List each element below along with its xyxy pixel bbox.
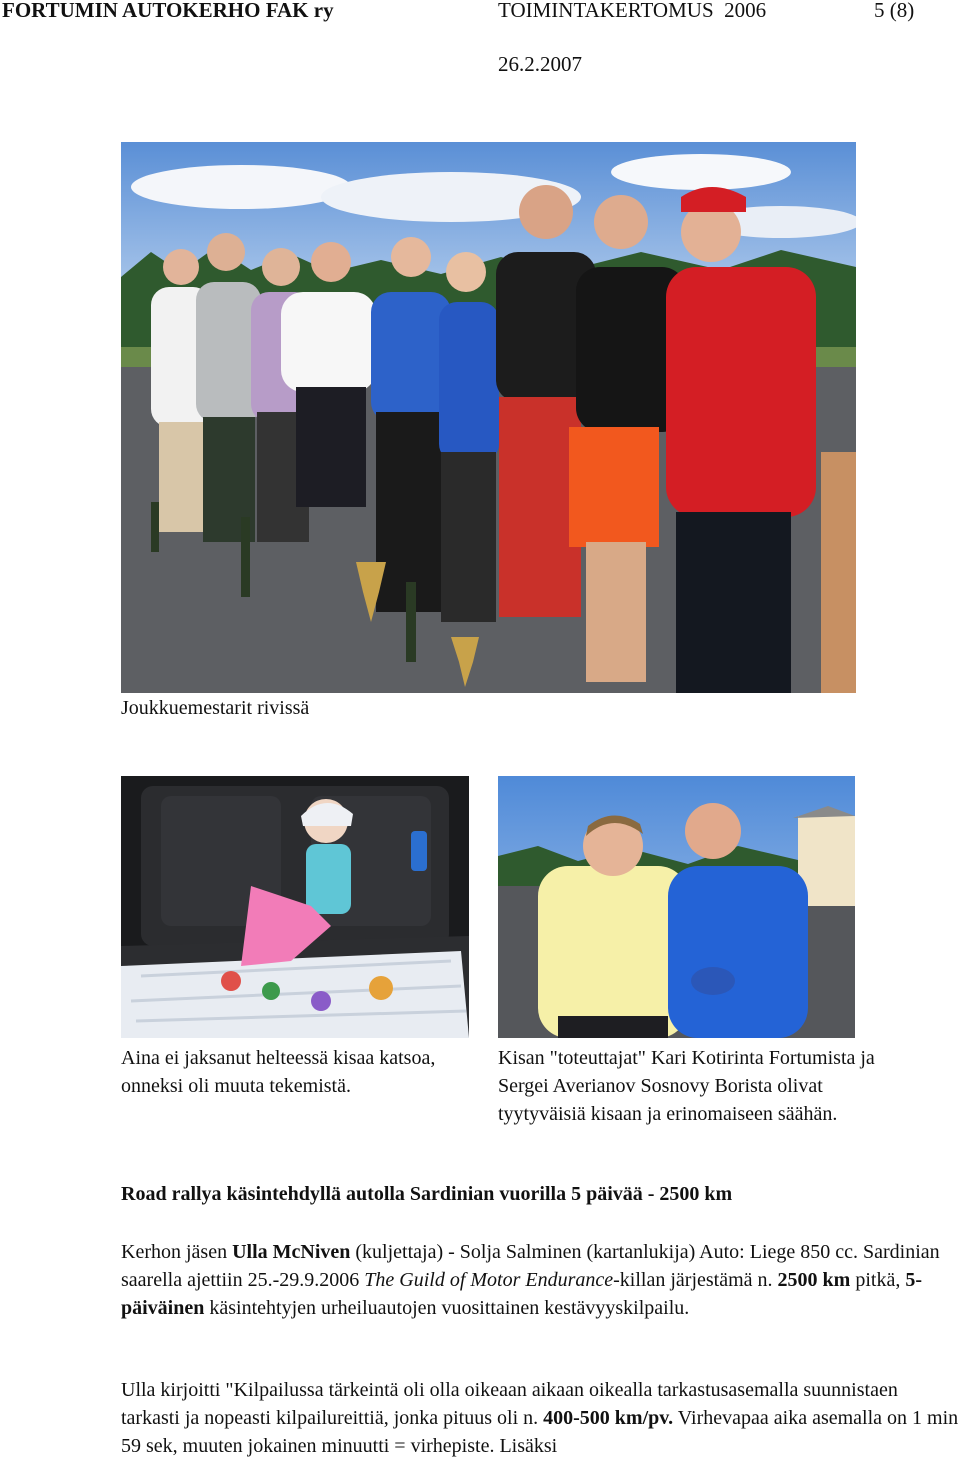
team-photo-caption: Joukkuemestarit rivissä xyxy=(121,697,310,719)
article-paragraph-2: Ulla kirjoitti "Kilpailussa tärkeintä oli olla oikeaan aikaan oikealla tarkastusasemalla suunnistaen tarkasti ja nopeasti kilpailureittiä, jonka pituus oli n. 400-500 km/pv. Virhevapaa aika asemalla on 1 min 59 sek, muuten jokainen minuutti = virhepiste. Lisäksi xyxy=(121,1379,959,1457)
team-photo xyxy=(121,142,856,693)
article-paragraph-1: Kerhon jäsen Ulla McNiven (kuljettaja) - Solja Salminen (kartanlukija) Auto: Liege 850 cc. Sardinian saarella ajettiin 25.-29.9.2006 The Guild of Motor Endurance-killan järjestämä n. 2500 km pitkä, 5-päiväinen käsintehtyjen urheiluautojen vuosittainen kestävyyskilpailu. xyxy=(121,1241,940,1319)
organizers-photo xyxy=(498,776,855,1038)
child-photo-caption: Aina ei jaksanut helteessä kisaa katsoa, onneksi oli muuta tekemistä. xyxy=(121,1047,436,1097)
organization-name: FORTUMIN AUTOKERHO FAK ry xyxy=(2,0,334,22)
child-photo xyxy=(121,776,469,1038)
article-heading: Road rallya käsintehdyllä autolla Sardinian vuorilla 5 päivää - 2500 km xyxy=(121,1183,733,1205)
page-number: 5 (8) xyxy=(874,0,915,22)
document-title: TOIMINTAKERTOMUS 2006 xyxy=(498,0,767,22)
organizers-photo-caption: Kisan "toteuttajat" Kari Kotirinta Fortumista ja Sergei Averianov Sosnovy Borista olivat tyytyväisiä kisaan ja erinomaiseen säähän. xyxy=(498,1047,875,1125)
document-date: 26.2.2007 xyxy=(498,52,582,76)
